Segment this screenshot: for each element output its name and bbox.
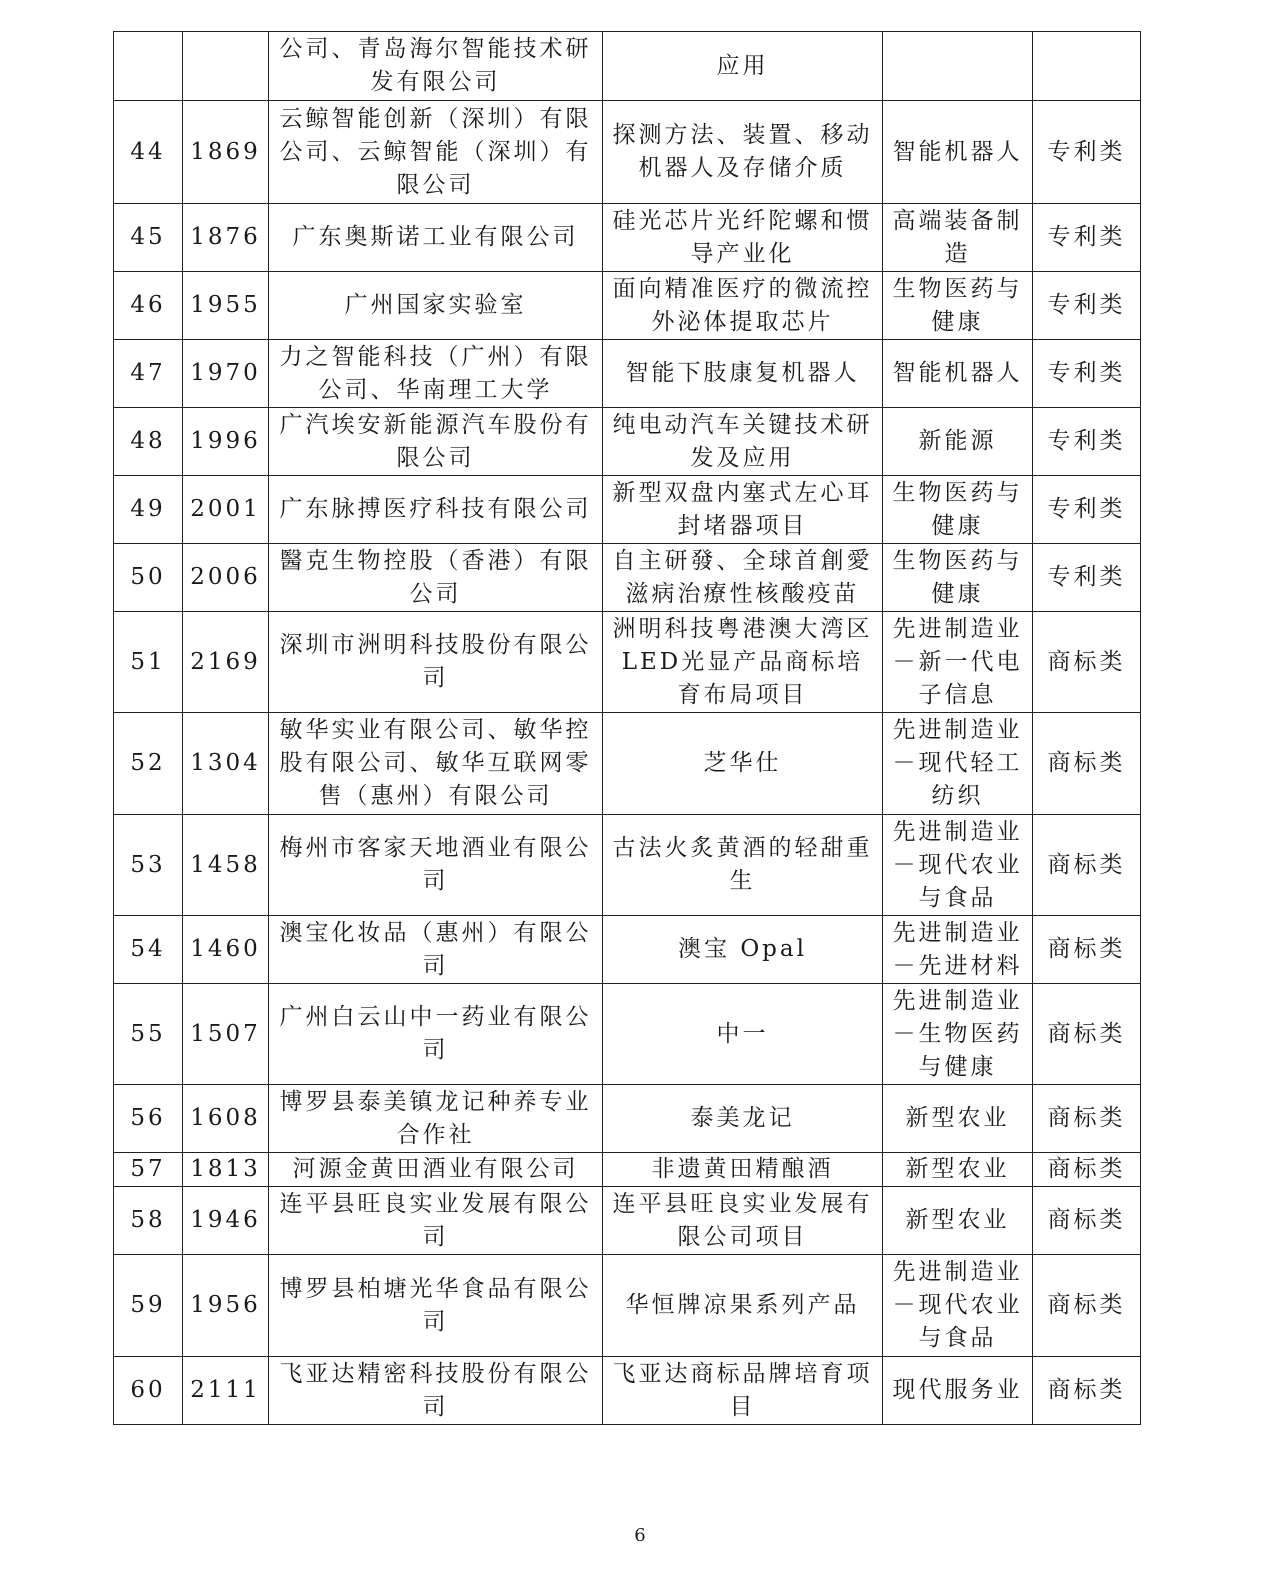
- industry-field-cell: 智能机器人: [883, 340, 1033, 408]
- row-number-cell: 44: [114, 101, 183, 204]
- category-cell: 专利类: [1033, 272, 1141, 340]
- row-number-cell: 54: [114, 916, 183, 984]
- company-name-cell: 云鲸智能创新（深圳）有限公司、云鲸智能（深圳）有限公司: [269, 101, 603, 204]
- category-cell: 商标类: [1033, 1255, 1141, 1357]
- company-name-cell: 博罗县泰美镇龙记种养专业合作社: [269, 1085, 603, 1153]
- table-body: [114, 32, 1141, 1425]
- category-cell: 专利类: [1033, 204, 1141, 272]
- table-row: [114, 204, 1141, 272]
- project-name-cell: 非遗黄田精酿酒: [603, 1153, 883, 1187]
- row-number-cell: 45: [114, 204, 183, 272]
- project-id-cell: 1946: [183, 1187, 269, 1255]
- company-name-cell: 连平县旺良实业发展有限公司: [269, 1187, 603, 1255]
- project-name-cell: 新型双盘内塞式左心耳封堵器项目: [603, 476, 883, 544]
- project-name-cell: 泰美龙记: [603, 1085, 883, 1153]
- company-name-cell: 广汽埃安新能源汽车股份有限公司: [269, 408, 603, 476]
- category-cell: 专利类: [1033, 340, 1141, 408]
- table-row: [114, 1153, 1141, 1187]
- industry-field-cell: 新型农业: [883, 1153, 1033, 1187]
- project-name-cell: 自主研發、全球首創愛滋病治療性核酸疫苗: [603, 544, 883, 612]
- project-name-cell: 应用: [603, 32, 883, 101]
- industry-field-cell: 先进制造业－现代农业与食品: [883, 815, 1033, 916]
- company-name-cell: 敏华实业有限公司、敏华控股有限公司、敏华互联网零售（惠州）有限公司: [269, 713, 603, 815]
- category-cell: 商标类: [1033, 1153, 1141, 1187]
- project-id-cell: 1304: [183, 713, 269, 815]
- table-row: [114, 544, 1141, 612]
- project-id-cell: [183, 32, 269, 101]
- project-id-cell: 1956: [183, 1255, 269, 1357]
- row-number-cell: 48: [114, 408, 183, 476]
- company-name-cell: 飞亚达精密科技股份有限公司: [269, 1357, 603, 1425]
- company-name-cell: 醫克生物控股（香港）有限公司: [269, 544, 603, 612]
- project-id-cell: 1460: [183, 916, 269, 984]
- table-row: [114, 340, 1141, 408]
- row-number-cell: 50: [114, 544, 183, 612]
- industry-field-cell: 先进制造业－新一代电子信息: [883, 612, 1033, 713]
- table-row: [114, 272, 1141, 340]
- category-cell: 商标类: [1033, 1357, 1141, 1425]
- table-row: [114, 32, 1141, 101]
- project-name-cell: 连平县旺良实业发展有限公司项目: [603, 1187, 883, 1255]
- project-id-cell: 2169: [183, 612, 269, 713]
- company-name-cell: 广东奥斯诺工业有限公司: [269, 204, 603, 272]
- project-id-cell: 2006: [183, 544, 269, 612]
- project-name-cell: 探测方法、装置、移动机器人及存储介质: [603, 101, 883, 204]
- project-id-cell: 1996: [183, 408, 269, 476]
- category-cell: 专利类: [1033, 408, 1141, 476]
- row-number-cell: 59: [114, 1255, 183, 1357]
- table-row: [114, 101, 1141, 204]
- industry-field-cell: 生物医药与健康: [883, 476, 1033, 544]
- category-cell: 商标类: [1033, 984, 1141, 1085]
- industry-field-cell: 生物医药与健康: [883, 544, 1033, 612]
- industry-field-cell: 新型农业: [883, 1187, 1033, 1255]
- project-name-cell: 澳宝 Opal: [603, 916, 883, 984]
- company-name-cell: 广州白云山中一药业有限公司: [269, 984, 603, 1085]
- company-name-cell: 公司、青岛海尔智能技术研发有限公司: [269, 32, 603, 101]
- project-id-cell: 1507: [183, 984, 269, 1085]
- table-row: [114, 476, 1141, 544]
- row-number-cell: [114, 32, 183, 101]
- company-name-cell: 河源金黄田酒业有限公司: [269, 1153, 603, 1187]
- project-id-cell: 1813: [183, 1153, 269, 1187]
- company-name-cell: 广州国家实验室: [269, 272, 603, 340]
- row-number-cell: 51: [114, 612, 183, 713]
- category-cell: 商标类: [1033, 916, 1141, 984]
- company-name-cell: 梅州市客家天地酒业有限公司: [269, 815, 603, 916]
- project-id-cell: 1955: [183, 272, 269, 340]
- table-row: [114, 612, 1141, 713]
- project-name-cell: 芝华仕: [603, 713, 883, 815]
- industry-field-cell: 先进制造业－现代农业与食品: [883, 1255, 1033, 1357]
- table-row: [114, 916, 1141, 984]
- row-number-cell: 52: [114, 713, 183, 815]
- category-cell: 商标类: [1033, 1085, 1141, 1153]
- row-number-cell: 57: [114, 1153, 183, 1187]
- project-id-cell: 2111: [183, 1357, 269, 1425]
- industry-field-cell: 新能源: [883, 408, 1033, 476]
- row-number-cell: 55: [114, 984, 183, 1085]
- category-cell: 专利类: [1033, 476, 1141, 544]
- category-cell: 商标类: [1033, 815, 1141, 916]
- project-name-cell: 中一: [603, 984, 883, 1085]
- project-id-cell: 1876: [183, 204, 269, 272]
- project-id-cell: 1458: [183, 815, 269, 916]
- industry-field-cell: 现代服务业: [883, 1357, 1033, 1425]
- company-name-cell: 广东脉搏医疗科技有限公司: [269, 476, 603, 544]
- project-name-cell: 飞亚达商标品牌培育项目: [603, 1357, 883, 1425]
- category-cell: 专利类: [1033, 544, 1141, 612]
- project-name-cell: 古法火炙黄酒的轻甜重生: [603, 815, 883, 916]
- table-row: [114, 713, 1141, 815]
- table-row: [114, 984, 1141, 1085]
- company-name-cell: 深圳市洲明科技股份有限公司: [269, 612, 603, 713]
- row-number-cell: 58: [114, 1187, 183, 1255]
- project-id-cell: 1970: [183, 340, 269, 408]
- table-row: [114, 1085, 1141, 1153]
- category-cell: [1033, 32, 1141, 101]
- table-row: [114, 1187, 1141, 1255]
- project-name-cell: 硅光芯片光纤陀螺和惯导产业化: [603, 204, 883, 272]
- project-name-cell: 华恒牌凉果系列产品: [603, 1255, 883, 1357]
- project-name-cell: 面向精准医疗的微流控外泌体提取芯片: [603, 272, 883, 340]
- page-number: 6: [634, 1525, 646, 1546]
- row-number-cell: 47: [114, 340, 183, 408]
- project-id-cell: 1608: [183, 1085, 269, 1153]
- project-name-cell: 智能下肢康复机器人: [603, 340, 883, 408]
- project-id-cell: 2001: [183, 476, 269, 544]
- industry-field-cell: 智能机器人: [883, 101, 1033, 204]
- industry-field-cell: 先进制造业－生物医药与健康: [883, 984, 1033, 1085]
- project-name-cell: 洲明科技粤港澳大湾区LED光显产品商标培育布局项目: [603, 612, 883, 713]
- category-cell: 商标类: [1033, 713, 1141, 815]
- industry-field-cell: 生物医药与健康: [883, 272, 1033, 340]
- table-row: [114, 408, 1141, 476]
- industry-field-cell: 新型农业: [883, 1085, 1033, 1153]
- row-number-cell: 46: [114, 272, 183, 340]
- industry-field-cell: [883, 32, 1033, 101]
- company-name-cell: 澳宝化妆品（惠州）有限公司: [269, 916, 603, 984]
- project-name-cell: 纯电动汽车关键技术研发及应用: [603, 408, 883, 476]
- category-cell: 商标类: [1033, 1187, 1141, 1255]
- industry-field-cell: 先进制造业－现代轻工纺织: [883, 713, 1033, 815]
- industry-field-cell: 先进制造业－先进材料: [883, 916, 1033, 984]
- category-cell: 商标类: [1033, 612, 1141, 713]
- company-name-cell: 力之智能科技（广州）有限公司、华南理工大学: [269, 340, 603, 408]
- row-number-cell: 60: [114, 1357, 183, 1425]
- row-number-cell: 49: [114, 476, 183, 544]
- table-row: [114, 1357, 1141, 1425]
- row-number-cell: 53: [114, 815, 183, 916]
- table-row: [114, 815, 1141, 916]
- company-name-cell: 博罗县柏塘光华食品有限公司: [269, 1255, 603, 1357]
- table-row: [114, 1255, 1141, 1357]
- row-number-cell: 56: [114, 1085, 183, 1153]
- industry-field-cell: 高端装备制造: [883, 204, 1033, 272]
- category-cell: 专利类: [1033, 101, 1141, 204]
- project-table: [113, 31, 1141, 1425]
- project-id-cell: 1869: [183, 101, 269, 204]
